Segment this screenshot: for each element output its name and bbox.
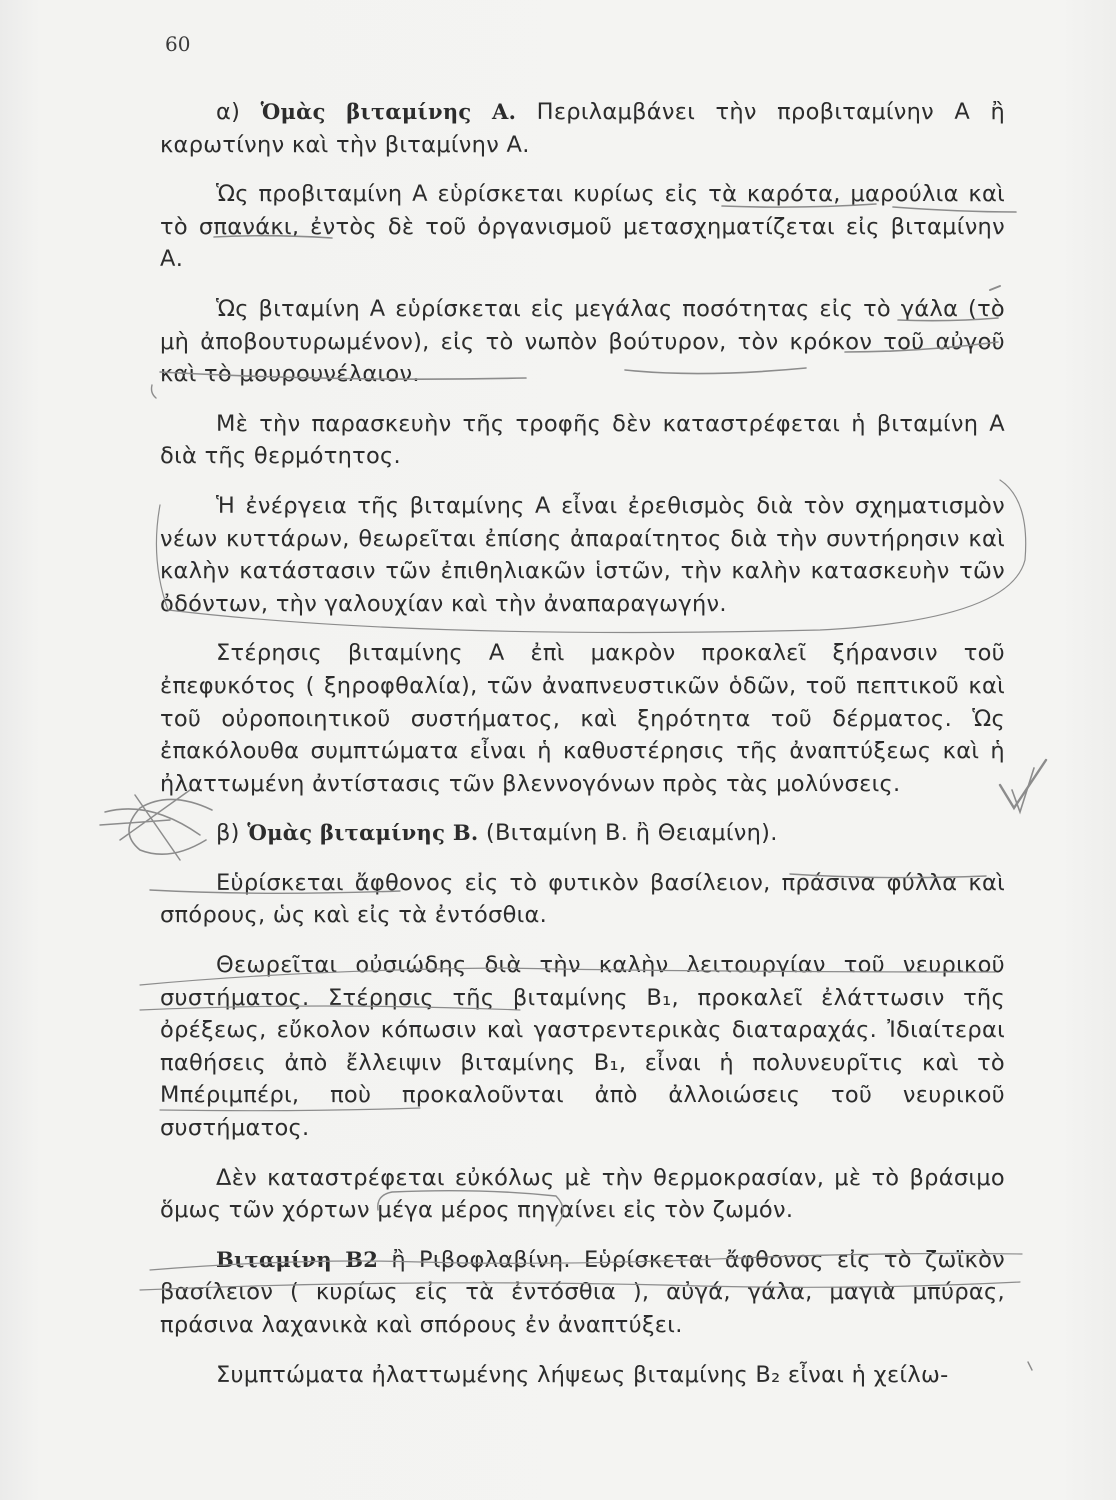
pencil-check-mark <box>1012 768 1034 812</box>
paragraph: Συμπτώματα ἠλαττωμένης λήψεως βιταμίνης Β₂ εἶναι ἡ χείλω- <box>216 1361 949 1388</box>
subsection-heading: Βιταμίνη Β2 <box>216 1246 379 1272</box>
paragraph-vitamin-b-group <box>160 817 1005 850</box>
section-label: β) <box>216 820 248 847</box>
paragraph: Ὡς προβιταμίνη Α εὑρίσκεται κυρίως εἰς τὰ καρότα, μαρούλια καὶ τὸ σπανάκι, ἐντὸς δὲ τοῦ ὀργανισμοῦ μετασχηματίζεται εἰς βιταμίνην Α. <box>160 181 1005 273</box>
body-text <box>160 96 1005 1408</box>
paragraph-text: Περιλαμβάνει τὴν προβιταμίνην Α ἢ καρωτίνην καὶ τὴν βιταμίνην Α. <box>160 99 1006 158</box>
paragraph-text: (Βιταμίνη Β. ἢ Θειαμίνη). <box>478 820 778 847</box>
section-heading: Ὁμὰς βιταμίνης Β. <box>247 820 479 846</box>
paragraph: Ὡς βιταμίνη Α εὑρίσκεται εἰς μεγάλας ποσότητας εἰς τὸ γάλα (τὸ μὴ ἀποβουτυρωμένον), εἰς τὸ νωπὸν βούτυρον, τὸν κρόκον τοῦ αὐγοῦ καὶ τὸ μουρουνέλαιον. <box>160 295 1005 388</box>
paragraph: Στέρησις βιταμίνης Α ἐπὶ μακρὸν προκαλεῖ ξήρανσιν τοῦ ἐπεφυκότος ( ξηροφθαλία), τῶν ἀναπνευστικῶν ὁδῶν, τοῦ πεπτικοῦ καὶ τοῦ οὐροποιητικοῦ συστήματος, καὶ ξηρότητα τοῦ δέρματος. Ὡς ἐπακόλουθα συμπτώματα εἶναι ἡ καθυστέρησις τῆς ἀναπτύξεως καὶ ἡ ἠλαττωμένη ἀντίστασις τῶν βλεννογόνων πρὸς τὰς μολύνσεις. <box>160 640 1005 797</box>
section-heading: Ὁμὰς βιταμίνης Α. <box>260 99 517 124</box>
paragraph-vitamin-a-group <box>160 96 1005 161</box>
paragraph: Εὑρίσκεται ἄφθονος εἰς τὸ φυτικὸν βασίλειον, πράσινα φύλλα καὶ σπόρους, ὡς καὶ εἰς τὰ ἐντόσθια. <box>160 869 1005 929</box>
paragraph: Μὲ τὴν παρασκευὴν τῆς τροφῆς δὲν καταστρέφεται ἡ βιταμίνη Α διὰ τῆς θερμότητος. <box>160 410 1005 470</box>
paragraph-vitamin-b2 <box>160 1244 1005 1342</box>
paragraph-text: ἢ Ριβοφλαβίνη. Εὑρίσκεται ἄφθονος εἰς τὸ ζωϊκὸν βασίλειον ( κυρίως εἰς τὰ ἐντόσθια ), αὐγά, γάλα, μαγιὰ μπύρας, πράσινα λαχανικὰ καὶ σπόρους ἐν ἀναπτύξει. <box>160 1246 1006 1338</box>
pencil-mark <box>152 385 157 398</box>
pencil-check-mark <box>1000 760 1046 808</box>
page-number: 60 <box>165 32 191 56</box>
paragraph: Θεωρεῖται οὐσιώδης διὰ τὴν καλὴν λειτουργίαν τοῦ νευρικοῦ συστήματος. Στέρησις τῆς βιταμίνης Β₁, προκαλεῖ ἐλάττωσιν τῆς ὀρέξεως, εὔκολον κόπωσιν καὶ γαστρεντερικὰς διαταραχάς. Ἰδιαίτεραι παθήσεις ἀπὸ ἔλλειψιν βιταμίνης Β₁, εἶναι ἡ πολυνευρῖτις καὶ τὸ Μπέριμπέρι, ποὺ προκαλοῦνται ἀπὸ ἀλλοιώσεις τοῦ νευρικοῦ συστήματος. <box>160 952 1005 1142</box>
paragraph: Δὲν καταστρέφεται εὐκόλως μὲ τὴν θερμοκρασίαν, μὲ τὸ βράσιμο ὅμως τῶν χόρτων μέγα μέρος πηγαίνει εἰς τὸν ζωμόν. <box>160 1164 1005 1224</box>
section-label: α) <box>216 99 261 125</box>
pencil-mark <box>1028 1362 1032 1370</box>
paragraph: Ἡ ἐνέργεια τῆς βιταμίνης Α εἶναι ἐρεθισμὸς διὰ τὸν σχηματισμὸν νέων κυττάρων, θεωρεῖται ἐπίσης ἀπαραίτητος διὰ τὴν συντήρησιν καὶ καλὴν κατάστασιν τῶν ἐπιθηλιακῶν ἱστῶν, τὴν καλὴν κατασκευὴν τῶν ὀδόντων, τὴν γαλουχίαν καὶ τὴν ἀναπαραγωγήν. <box>160 492 1005 617</box>
